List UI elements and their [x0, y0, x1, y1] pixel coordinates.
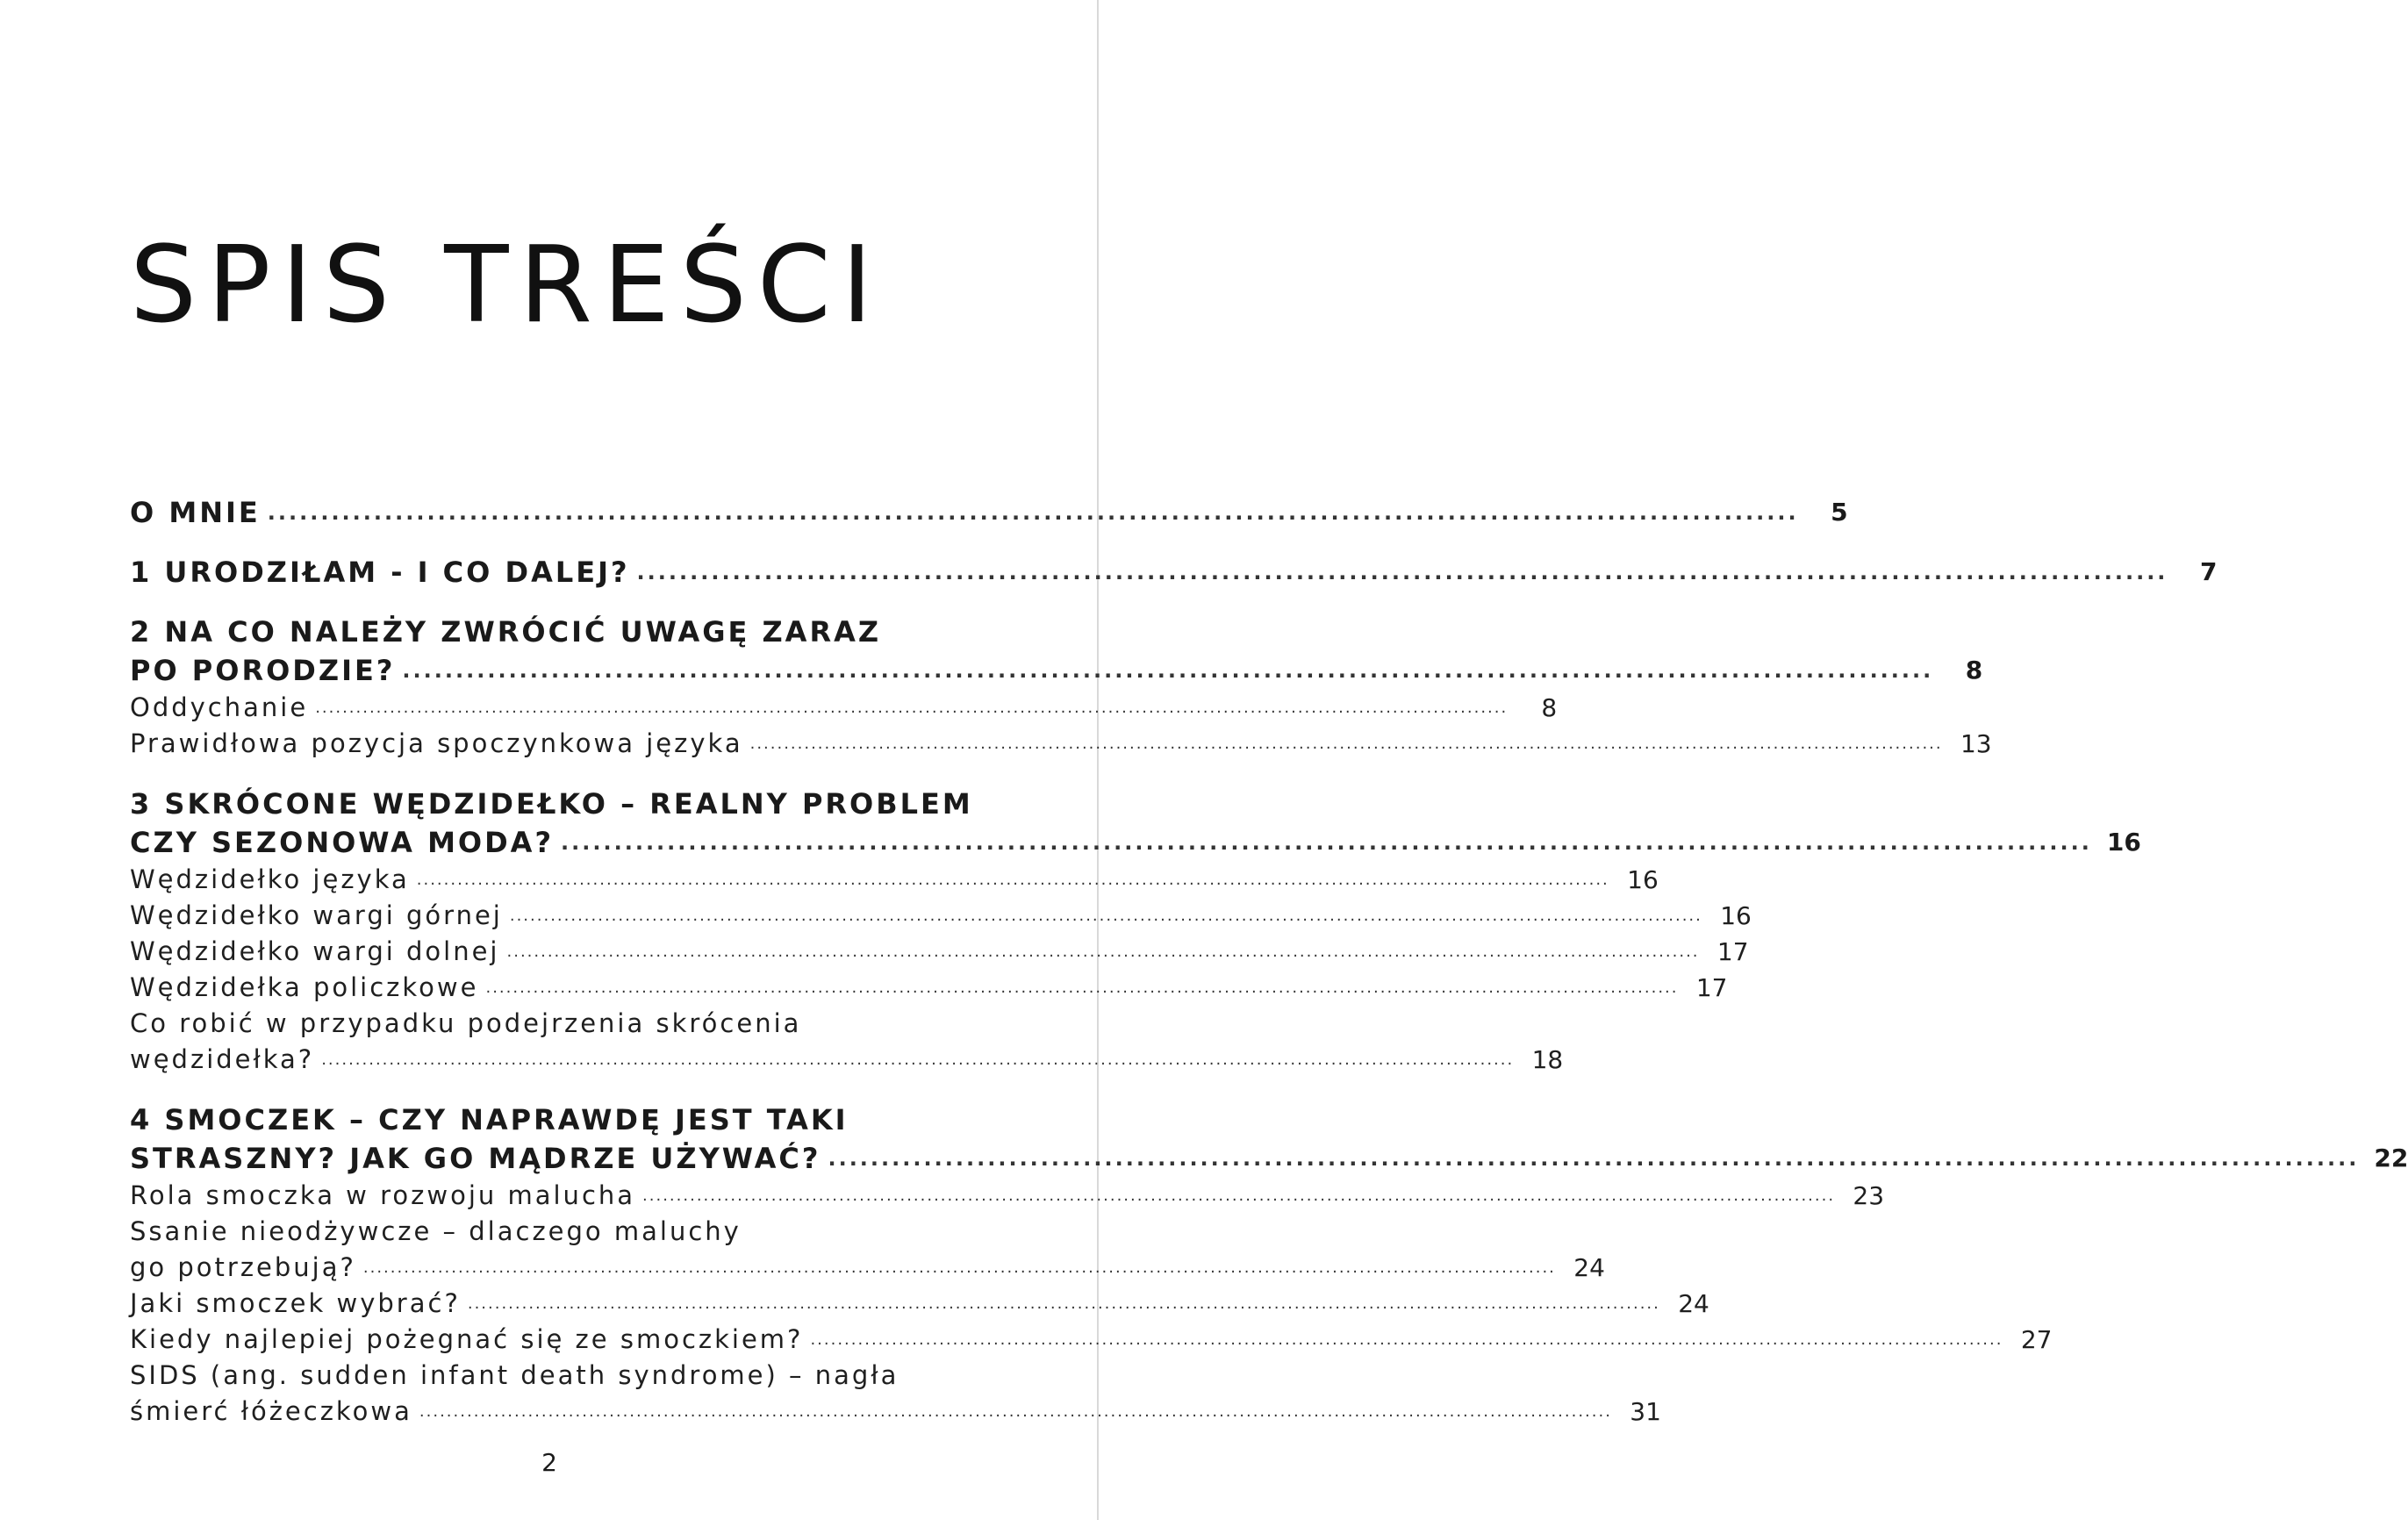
toc-subentry-label: Jaki smoczek wybrać?: [130, 1288, 461, 1318]
toc-subentry-label-line-2: go potrzebują?: [130, 1252, 356, 1282]
toc-subentry-label-line-2: śmierć łóżeczkowa: [130, 1396, 412, 1426]
page-title: SPIS TREŚCI: [130, 225, 884, 348]
toc-page-number: 24: [1573, 1253, 1605, 1282]
toc-entry-chapter-1[interactable]: [130, 553, 2218, 592]
dot-leader: ................................................................................................................................................................................: [362, 1258, 1556, 1277]
toc-subentry-label-line-1: Co robić w przypadku podejrzenia skrócenia: [130, 1008, 802, 1038]
toc-subentry[interactable]: [130, 1178, 1885, 1214]
toc-page-number: 13: [1960, 729, 1992, 758]
toc-page-number: 5: [1831, 498, 1848, 527]
toc-subentry[interactable]: [130, 862, 1659, 898]
page-number: 2: [541, 1448, 557, 1477]
toc-page-number: 16: [2106, 828, 2141, 857]
toc-subentry[interactable]: [130, 934, 1749, 970]
toc-subentry-label: Oddychanie: [130, 692, 309, 722]
dot-leader: ................................................................................................................................................................................: [509, 907, 1702, 925]
toc-subentry[interactable]: [130, 1214, 1605, 1286]
toc-entry-label: O MNIE: [130, 496, 261, 529]
toc-subentry[interactable]: [130, 726, 1992, 762]
toc-page-number: 16: [1627, 865, 1659, 894]
toc-subentry[interactable]: [130, 1006, 1564, 1078]
dot-leader: ................................................................................................................................................................................: [810, 1330, 2003, 1349]
toc-subentry-label-line-2: wędzidełka?: [130, 1044, 315, 1074]
toc-subentry[interactable]: [130, 690, 1558, 726]
dot-leader: ................................................................................................................................................................................: [506, 943, 1700, 961]
dot-leader: ................................................................................................................................................................................: [321, 1050, 1515, 1069]
toc-entry-label-line-1: 4 SMOCZEK – CZY NAPRAWDĘ JEST TAKI: [130, 1103, 849, 1136]
toc-page-number: 8: [1965, 656, 1983, 685]
toc-subentry[interactable]: [130, 1322, 2053, 1358]
toc-entry-label-line-2: CZY SEZONOWA MODA?: [130, 826, 554, 859]
dot-leader: ................................................................................................................................................: [267, 500, 1799, 525]
toc-subentry-label-line-1: SIDS (ang. sudden infant death syndrome) – nagła: [130, 1360, 899, 1390]
toc-entry-chapter-3[interactable]: [130, 785, 2141, 862]
toc-subentry-label-line-1: Ssanie nieodżywcze – dlaczego maluchy: [130, 1216, 742, 1246]
toc-subentry[interactable]: [130, 1358, 1661, 1430]
toc-page-number: 8: [1541, 693, 1558, 722]
dot-leader: ................................................................................................................................................: [561, 830, 2092, 855]
toc-page-number: 17: [1695, 973, 1728, 1002]
toc-subentry-label: Wędzidełko wargi dolnej: [130, 936, 500, 966]
toc-subentry[interactable]: [130, 1286, 1709, 1322]
toc-page-number: 27: [2020, 1325, 2053, 1354]
toc-subentry-label: Prawidłowa pozycja spoczynkowa języka: [130, 728, 743, 758]
toc-entry-label: 1 URODZIŁAM - I CO DALEJ?: [130, 556, 630, 589]
toc-page-number: 22: [2374, 1144, 2408, 1172]
dot-leader: ................................................................................................................................................: [402, 658, 1934, 683]
toc-entry-label-line-1: 3 SKRÓCONE WĘDZIDEŁKO – REALNY PROBLEM: [130, 787, 973, 821]
toc-page-number: 17: [1716, 937, 1749, 966]
dot-leader: ................................................................................................................................................: [636, 560, 2168, 584]
toc-page-number: 7: [2199, 557, 2218, 586]
dot-leader: ................................................................................................................................................................................: [467, 1294, 1660, 1313]
toc-subentry[interactable]: [130, 970, 1728, 1006]
toc-entry-chapter-2[interactable]: [130, 613, 1983, 690]
toc-page-number: 23: [1853, 1181, 1885, 1210]
toc-page-number: 31: [1630, 1397, 1661, 1426]
dot-leader: ................................................................................................................................................................................: [485, 979, 1679, 997]
toc-page-number: 18: [1531, 1045, 1564, 1074]
dot-leader: ................................................................................................................................................................................: [315, 699, 1509, 717]
toc-entry-chapter-4[interactable]: [130, 1101, 2408, 1178]
dot-leader: ................................................................................................................................................................................: [642, 1187, 1836, 1205]
toc-subentry-label: Wędzidełko języka: [130, 864, 410, 894]
toc-entry-label-line-2: STRASZNY? JAK GO MĄDRZE UŻYWAĆ?: [130, 1142, 821, 1175]
toc-subentry-label: Wędzidełka policzkowe: [130, 972, 479, 1002]
toc-subentry[interactable]: [130, 898, 1752, 934]
toc-subentry-label: Wędzidełko wargi górnej: [130, 900, 503, 930]
table-of-contents: [130, 493, 2408, 1430]
toc-subentry-label: Rola smoczka w rozwoju malucha: [130, 1180, 636, 1210]
dot-leader: ................................................................................................................................................................................: [416, 871, 1609, 889]
toc-page-number: 24: [1678, 1289, 1709, 1318]
toc-entry-label-line-1: 2 NA CO NALEŻY ZWRÓCIĆ UWAGĘ ZARAZ: [130, 615, 882, 649]
dot-leader: ................................................................................................................................................................................: [419, 1402, 1612, 1421]
toc-page-number: 16: [1720, 901, 1752, 930]
toc-entry-o-mnie[interactable]: [130, 493, 1848, 532]
toc-entry-label-line-2: PO PORODZIE?: [130, 654, 396, 687]
dot-leader: ................................................................................................................................................: [828, 1146, 2360, 1171]
dot-leader: ................................................................................................................................................................................: [749, 735, 1943, 753]
toc-subentry-label: Kiedy najlepiej pożegnać się ze smoczkiem?: [130, 1324, 804, 1354]
